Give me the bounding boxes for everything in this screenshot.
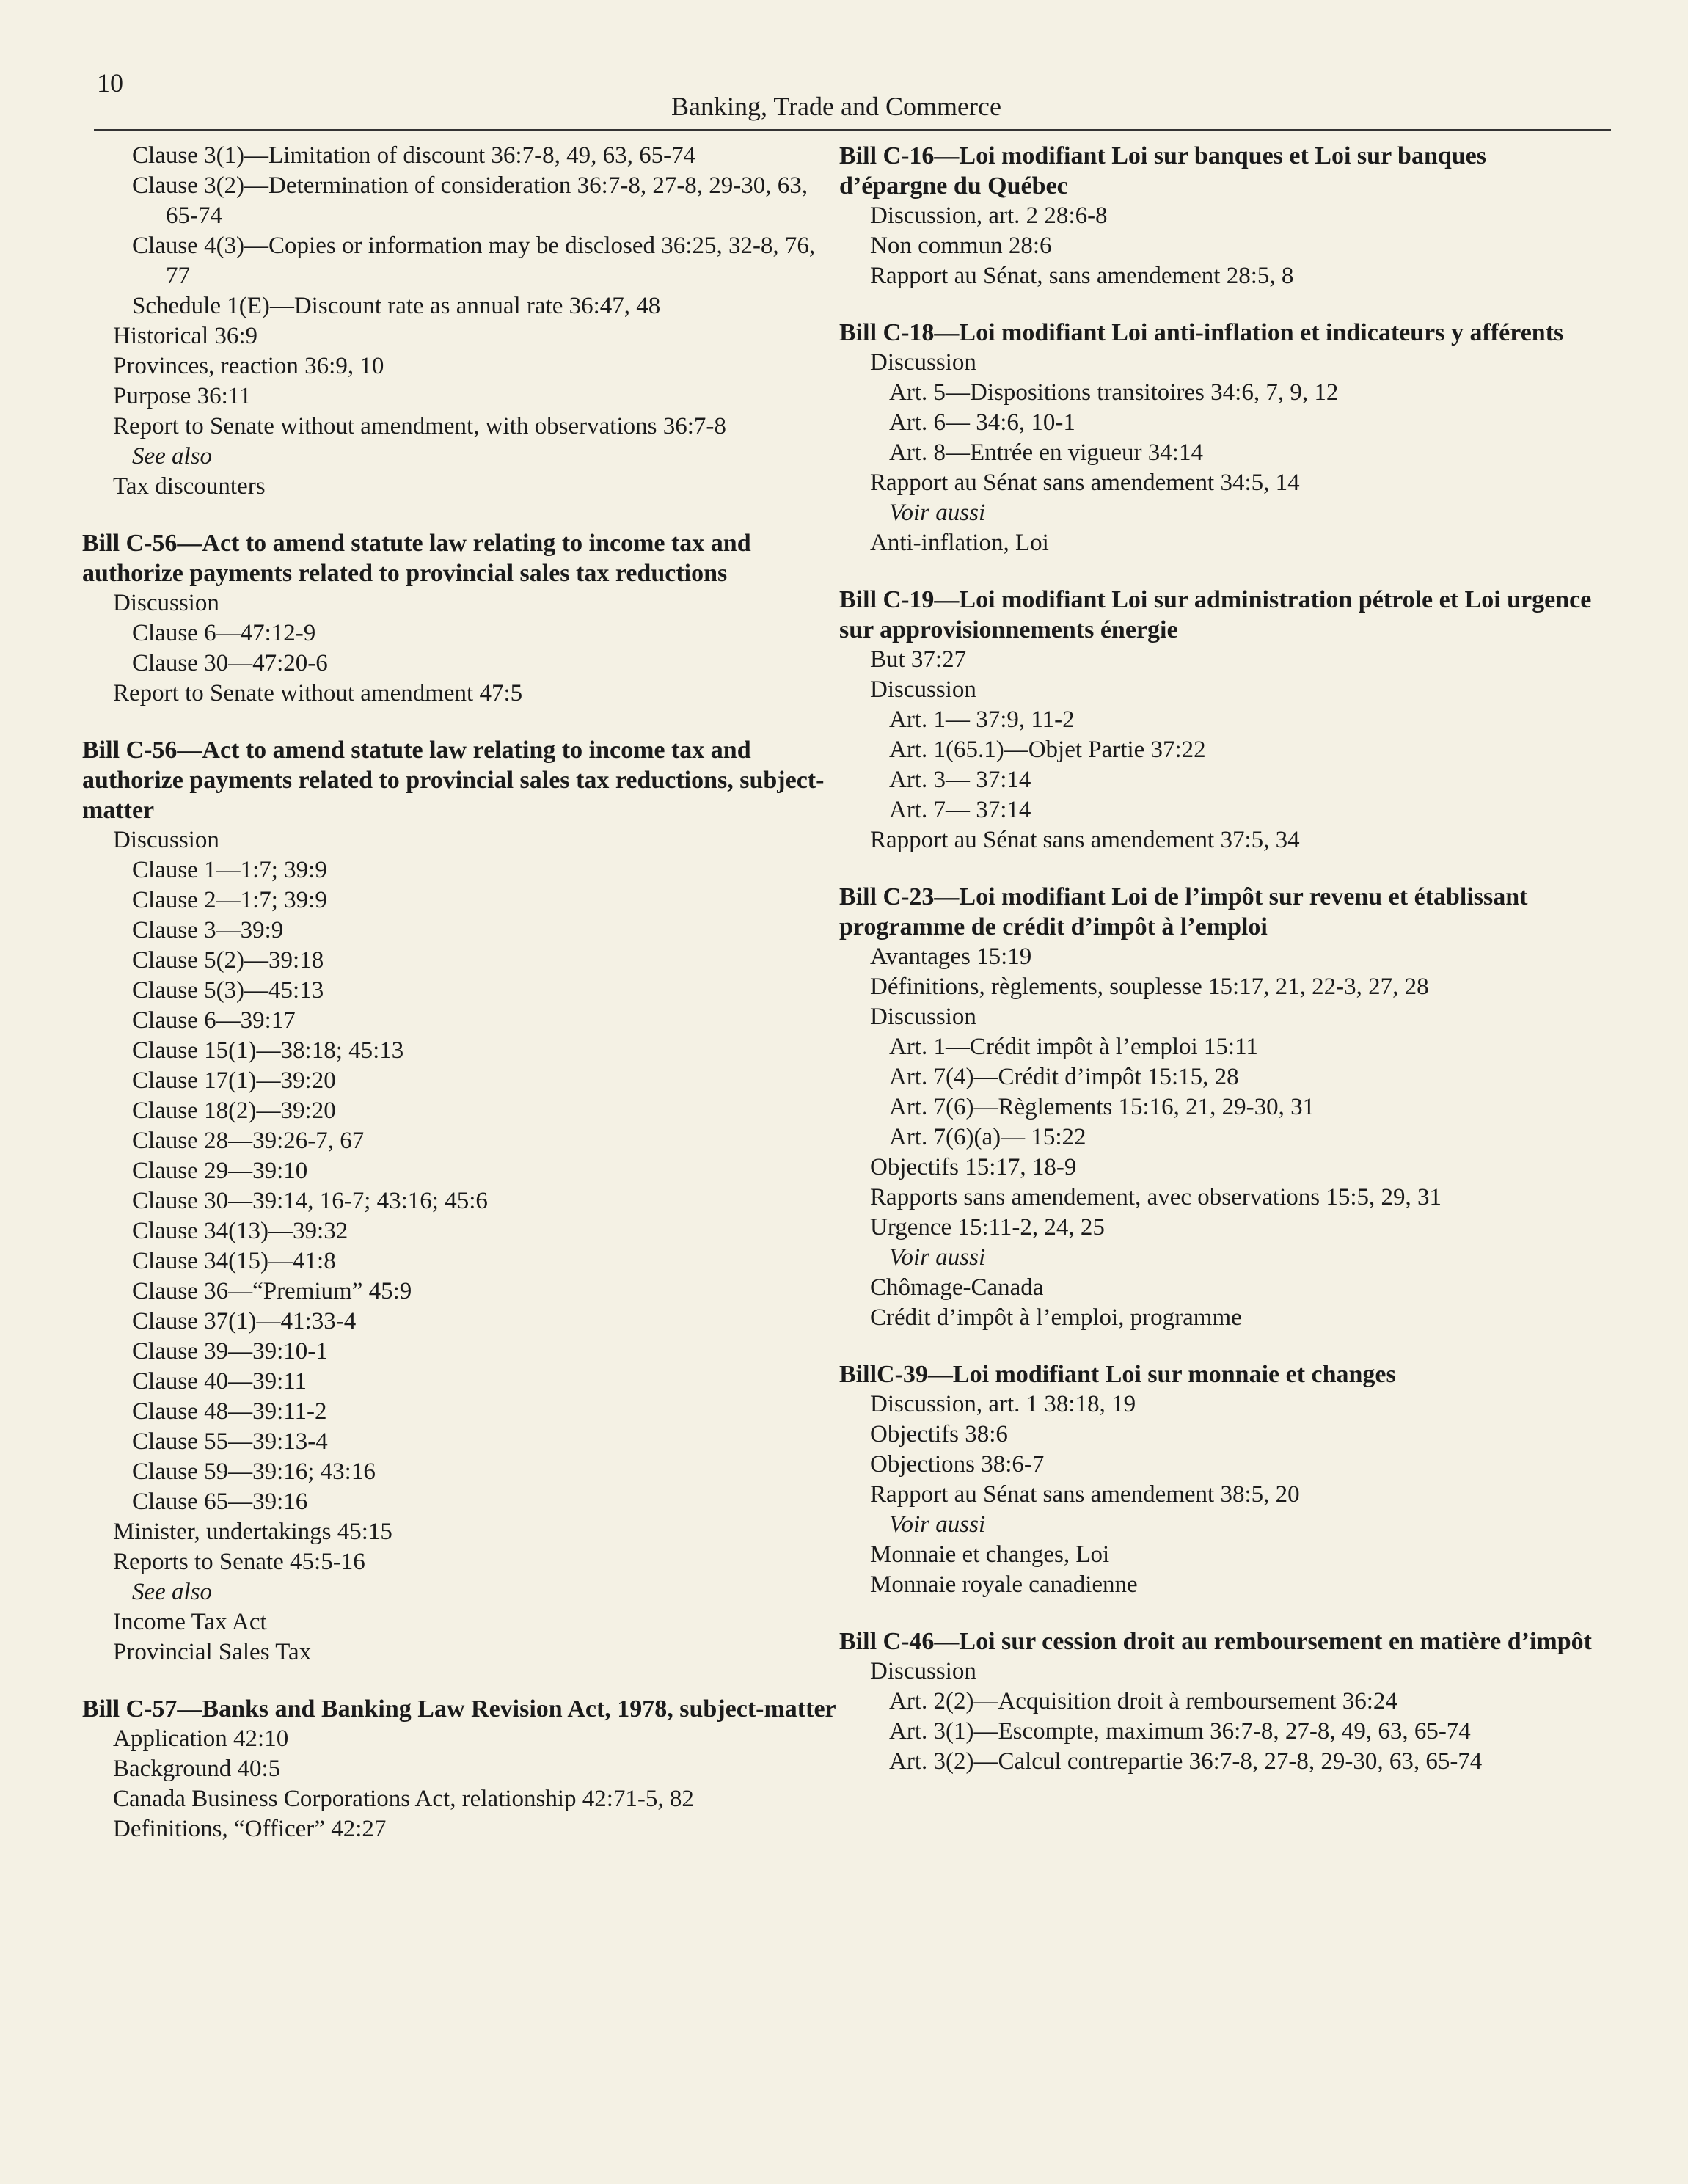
index-block [79,1694,842,1844]
bill-heading: Bill C-18—Loi modifiant Loi anti-inflation et indicateurs y afférents [839,319,1564,346]
index-entry: Clause 59—39:16; 43:16 [132,1458,376,1485]
index-entry: Art. 5—Dispositions transitoires 34:6, 7, 9, 12 [889,379,1339,406]
index-entry: Tax discounters [113,473,266,500]
index-entry: Clause 30—39:14, 16-7; 43:16; 45:6 [132,1188,488,1214]
index-entry: Clause 36—“Premium” 45:9 [132,1278,412,1304]
index-entry: Clause 4(3)—Copies or information may be disclosed 36:25, 32-8, 76, 77 [132,233,816,289]
index-entry: Clause 37(1)—41:33-4 [132,1308,357,1334]
index-entry: Crédit d’impôt à l’emploi, programme [870,1304,1242,1331]
bill-heading: Bill C-19—Loi modifiant Loi sur administration pétrole et Loi urgence sur approvisionnements énergie [839,586,1592,643]
index-entry: Clause 17(1)—39:20 [132,1067,336,1094]
index-entry: Monnaie et changes, Loi [870,1541,1110,1568]
index-entry: Objectifs 38:6 [870,1421,1008,1447]
index-entry: Reports to Senate 45:5-16 [113,1549,365,1575]
index-entry: Clause 3(2)—Determination of consideration 36:7-8, 27-8, 29-30, 63, 65-74 [132,172,808,229]
index-entry: Clause 34(15)—41:8 [132,1248,336,1274]
index-entry: Art. 7(6)(a)— 15:22 [889,1124,1086,1150]
see-also-label: Voir aussi [889,1244,986,1271]
bill-heading: Bill C-16—Loi modifiant Loi sur banques et Loi sur banques d’épargne du Québec [839,142,1487,200]
index-entry: Art. 6— 34:6, 10-1 [889,409,1075,436]
index-entry: Clause 1—1:7; 39:9 [132,857,327,883]
index-entry: Provinces, reaction 36:9, 10 [113,353,384,379]
see-also-label: See also [132,1579,213,1605]
index-entry: Clause 28—39:26-7, 67 [132,1128,365,1154]
index-entry: Application 42:10 [113,1725,289,1752]
index-entry: Objections 38:6-7 [870,1451,1045,1478]
bill-heading: Bill C-56—Act to amend statute law relating to income tax and authorize payments related to provincial sales tax reductions, subject-matter [82,737,825,824]
index-entry: Discussion, art. 1 38:18, 19 [870,1391,1136,1417]
index-block [836,882,1599,1333]
index-entry: Art. 2(2)—Acquisition droit à remboursement 36:24 [889,1688,1397,1714]
index-entry: Rapports sans amendement, avec observations 15:5, 29, 31 [870,1184,1442,1210]
index-entry: Rapport au Sénat, sans amendement 28:5, 8 [870,263,1294,289]
index-entry: Art. 1— 37:9, 11-2 [889,706,1075,733]
index-entry: Anti-inflation, Loi [870,530,1049,556]
index-entry: Définitions, règlements, souplesse 15:17, 21, 22-3, 27, 28 [870,974,1429,1000]
index-entry: Art. 8—Entrée en vigueur 34:14 [889,439,1203,466]
index-entry: Discussion [113,590,219,616]
index-entry: Canada Business Corporations Act, relationship 42:71-5, 82 [113,1786,694,1812]
bill-heading: Bill C-46—Loi sur cession droit au remboursement en matière d’impôt [839,1628,1592,1655]
index-entry: Clause 6—47:12-9 [132,620,316,646]
index-entry: Art. 3(2)—Calcul contrepartie 36:7-8, 27-8, 29-30, 63, 65-74 [889,1748,1483,1775]
index-entry: Discussion [870,1658,976,1684]
index-block [836,318,1599,558]
index-entry: Report to Senate without amendment, with observations 36:7-8 [113,413,726,439]
index-entry: Clause 55—39:13-4 [132,1428,328,1455]
index-block [836,1359,1599,1600]
index-block [836,585,1599,855]
index-entry: Provincial Sales Tax [113,1639,312,1665]
index-entry: But 37:27 [870,646,967,673]
page-number: 10 [97,68,123,98]
index-entry: Report to Senate without amendment 47:5 [113,680,523,706]
index-entry: Rapport au Sénat sans amendement 38:5, 20 [870,1481,1300,1508]
index-entry: Historical 36:9 [113,323,258,349]
index-entry: Art. 7(6)—Règlements 15:16, 21, 29-30, 31 [889,1094,1315,1120]
index-entry: Discussion [113,827,219,853]
index-entry: Clause 6—39:17 [132,1007,296,1034]
index-block [79,735,842,1668]
index-entry: Clause 15(1)—38:18; 45:13 [132,1037,404,1064]
index-entry: Avantages 15:19 [870,943,1032,970]
header-rule [94,129,1611,131]
see-also-label: See also [132,443,213,470]
index-entry: Rapport au Sénat sans amendement 37:5, 34 [870,827,1300,853]
index-entry: Income Tax Act [113,1609,267,1635]
index-entry: Art. 1—Crédit impôt à l’emploi 15:11 [889,1034,1258,1060]
bill-heading: BillC-39—Loi modifiant Loi sur monnaie et changes [839,1361,1396,1388]
index-entry: Discussion, art. 2 28:6-8 [870,202,1108,229]
index-entry: Clause 65—39:16 [132,1489,308,1515]
running-title: Banking, Trade and Commerce [671,92,1001,121]
index-entry: Clause 34(13)—39:32 [132,1218,348,1244]
index-entry: Clause 5(3)—45:13 [132,977,324,1004]
index-entry: Art. 1(65.1)—Objet Partie 37:22 [889,737,1206,763]
index-entry: Clause 30—47:20-6 [132,650,328,676]
bill-heading: Bill C-57—Banks and Banking Law Revision Act, 1978, subject-matter [82,1695,836,1723]
index-entry: Schedule 1(E)—Discount rate as annual rate 36:47, 48 [132,293,661,319]
index-entry: Minister, undertakings 45:15 [113,1519,392,1545]
see-also-label: Voir aussi [889,500,986,526]
index-entry: Art. 3(1)—Escompte, maximum 36:7-8, 27-8, 49, 63, 65-74 [889,1718,1471,1745]
index-entry: Discussion [870,676,976,703]
index-entry: Clause 2—1:7; 39:9 [132,887,327,913]
left-column [79,141,842,1871]
index-entry: Non commun 28:6 [870,233,1052,259]
index-block [79,528,842,709]
index-entry: Art. 7— 37:14 [889,797,1031,823]
index-entry: Urgence 15:11-2, 24, 25 [870,1214,1105,1241]
index-entry: Art. 7(4)—Crédit d’impôt 15:15, 28 [889,1064,1239,1090]
index-entry: Clause 5(2)—39:18 [132,947,324,974]
index-entry: Clause 29—39:10 [132,1158,308,1184]
index-block [836,141,1599,291]
index-entry: Clause 18(2)—39:20 [132,1098,336,1124]
index-entry: Discussion [870,1004,976,1030]
index-entry: Objectifs 15:17, 18-9 [870,1154,1077,1180]
index-entry: Rapport au Sénat sans amendement 34:5, 14 [870,470,1300,496]
index-entry: Definitions, “Officer” 42:27 [113,1816,387,1842]
bill-heading: Bill C-23—Loi modifiant Loi de l’impôt sur revenu et établissant programme de crédit d’impôt à l’emploi [839,883,1528,941]
index-entry: Discussion [870,349,976,376]
bill-heading: Bill C-56—Act to amend statute law relating to income tax and authorize payments related to provincial sales tax reductions [82,530,751,587]
index-entry: Clause 3—39:9 [132,917,284,943]
right-column [836,141,1599,1803]
index-entry: Monnaie royale canadienne [870,1571,1138,1598]
index-block [836,1626,1599,1777]
index-entry: Clause 40—39:11 [132,1368,307,1395]
index-entry: Background 40:5 [113,1756,281,1782]
index-entry: Clause 39—39:10-1 [132,1338,328,1365]
index-entry: Art. 3— 37:14 [889,767,1031,793]
index-entry: Clause 3(1)—Limitation of discount 36:7-8, 49, 63, 65-74 [132,142,696,169]
index-entry: Chômage-Canada [870,1274,1044,1301]
see-also-label: Voir aussi [889,1511,986,1538]
index-block [79,141,842,502]
index-entry: Purpose 36:11 [113,383,252,409]
index-entry: Clause 48—39:11-2 [132,1398,327,1425]
